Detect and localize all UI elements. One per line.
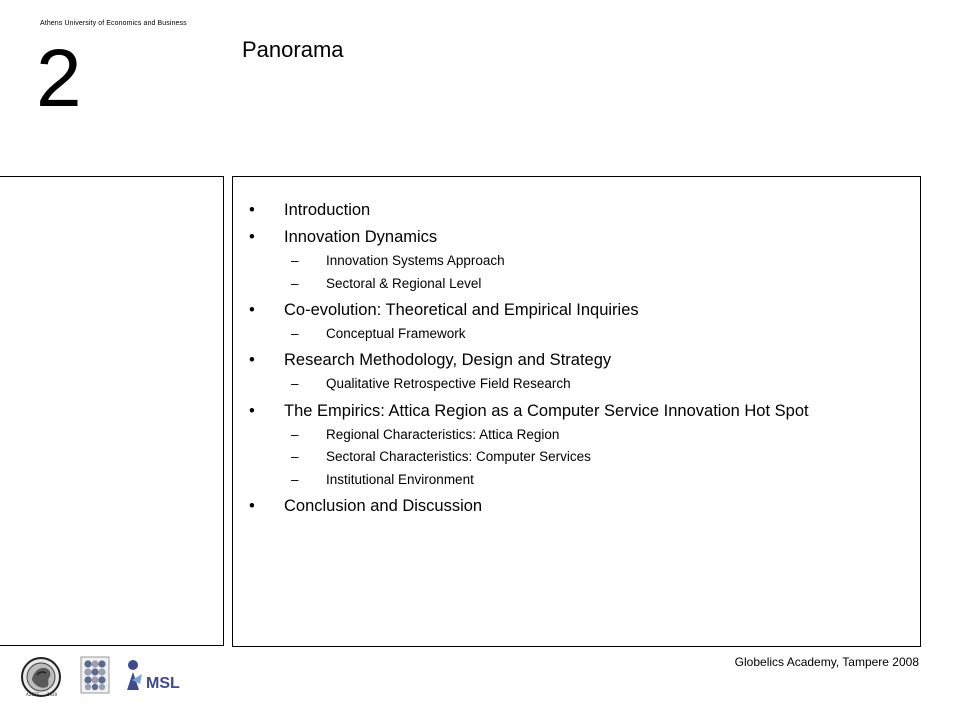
agenda-item-text: Introduction bbox=[284, 201, 371, 219]
agenda-subitem-text: Conceptual Framework bbox=[326, 326, 466, 341]
agenda-subitem-text: Sectoral Characteristics: Computer Services bbox=[326, 449, 591, 464]
svg-text:1920: 1920 bbox=[47, 692, 58, 697]
svg-text:ΑΣΟΕΕ: ΑΣΟΕΕ bbox=[26, 692, 40, 697]
agenda-subitem-text: Innovation Systems Approach bbox=[326, 253, 505, 268]
bullet-marker: • bbox=[249, 228, 255, 246]
dot-grid-logo bbox=[80, 656, 110, 694]
bullet-marker: • bbox=[249, 402, 255, 420]
content-panel bbox=[232, 176, 921, 647]
dash-marker: – bbox=[291, 472, 299, 487]
agenda-subitem-text: Institutional Environment bbox=[326, 472, 474, 487]
dash-marker: – bbox=[291, 253, 299, 268]
dash-marker: – bbox=[291, 427, 299, 442]
agenda-item-text: Research Methodology, Design and Strategy bbox=[284, 351, 612, 369]
footer-text: Globelics Academy, Tampere 2008 bbox=[734, 655, 919, 669]
dash-marker: – bbox=[291, 276, 299, 291]
bullet-marker: • bbox=[249, 201, 255, 219]
agenda-subitem-text: Regional Characteristics: Attica Region bbox=[326, 427, 560, 442]
dash-marker: – bbox=[291, 376, 299, 391]
dash-marker: – bbox=[291, 449, 299, 464]
svg-text:MSL: MSL bbox=[146, 675, 180, 692]
left-panel bbox=[0, 176, 224, 646]
university-seal-logo bbox=[20, 656, 62, 698]
slide-number: 2 bbox=[36, 33, 82, 124]
agenda-subitem-text: Sectoral & Regional Level bbox=[326, 276, 482, 291]
agenda-item-text: Innovation Dynamics bbox=[284, 228, 438, 246]
bullet-marker: • bbox=[249, 301, 255, 319]
agenda-item-text: The Empirics: Attica Region as a Computer Service Innovation Hot Spot bbox=[284, 402, 809, 420]
bullet-marker: • bbox=[249, 497, 255, 515]
slide-title: Panorama bbox=[242, 37, 344, 62]
msl-logo bbox=[124, 656, 192, 694]
agenda-subitem-text: Qualitative Retrospective Field Research bbox=[326, 376, 571, 391]
institution-name: Athens University of Economics and Business bbox=[40, 20, 187, 27]
agenda-item-text: Conclusion and Discussion bbox=[284, 497, 483, 515]
dash-marker: – bbox=[291, 326, 299, 341]
agenda-item-text: Co-evolution: Theoretical and Empirical Inquiries bbox=[284, 301, 639, 319]
bullet-marker: • bbox=[249, 351, 255, 369]
